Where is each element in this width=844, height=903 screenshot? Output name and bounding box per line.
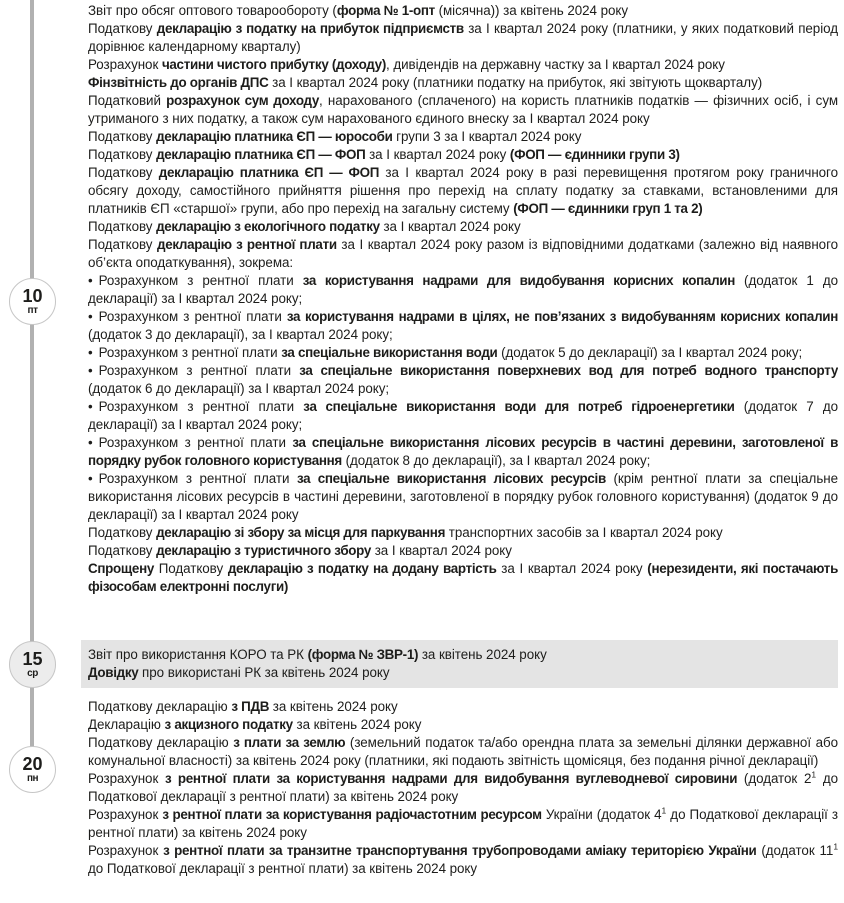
report-item [88,734,838,770]
report-item-text: , нарахованого (сплаченого) на користь платників податків — фізичних осіб, і сум утриманого з них податку, а також сум нарахованого єдиного внеску за І квартал 2024 року [88,93,838,126]
report-item-emphasis: з рентної плати за користування надрами для видобування вуглеводневої сировини [165,771,738,786]
report-item [88,770,838,806]
date-weekday-label: пн [26,773,39,784]
report-item-text: Звіт про використання КОРО та РК [88,647,308,662]
report-item-text: 1 [661,805,667,816]
report-item-text: Розрахунок [88,771,166,786]
report-item [88,56,838,74]
report-item-text: за квітень 2024 року [292,717,422,732]
report-item-emphasis: за спеціальне використання лісових ресурсів в частині деревини, заготовленої в порядку рубок головного користування [88,435,838,468]
report-item-text: (додаток 11 [756,843,834,858]
report-item-emphasis: за користування надрами для видобування корисних копалин [302,273,735,288]
report-item-emphasis: частини чистого прибутку (доходу) [161,57,386,72]
report-item-text: України (додаток 4 [541,807,662,822]
report-item-emphasis: декларацію з екологічного податку [156,219,380,234]
report-item-text: Звіт про обсяг оптового товарообороту ( [88,3,337,18]
report-item-emphasis: з рентної плати за користування радіочастотним ресурсом [162,807,542,822]
report-item [88,398,838,434]
report-item-emphasis: за користування надрами в цілях, не пов’язаних з видобуванням корисних копалин [286,309,838,324]
report-item-text: Податкову декларацію [88,735,234,750]
report-item-text: Розрахунком з рентної плати [98,363,300,378]
report-item-emphasis: Спрощену [88,561,154,576]
report-item [88,698,838,716]
report-item-text: (додаток 3 до декларації), за І квартал 2024 року; [88,327,393,342]
bullet-icon: • [88,471,93,486]
report-item-emphasis: за спеціальне використання поверхневих вод для потреб водного транспорту [299,363,838,378]
report-item-text: (крім рентної плати за спеціальне використання лісових ресурсів в частині деревини, заготовленої в порядку рубок головного користування) (додаток 9 до декларації) за І квартал 2024 року [88,471,838,522]
report-item [88,128,838,146]
report-item-text: Розрахунком з рентної плати [98,435,293,450]
report-item-emphasis: Довідку [88,665,139,680]
deadline-section-20 [88,698,838,878]
report-item-emphasis: декларацію з рентної плати [157,237,337,252]
report-item [88,842,838,878]
report-item-emphasis: декларацію з податку на прибуток підприємств [156,21,464,36]
report-item-text: за квітень 2024 року [269,699,398,714]
report-item [88,74,838,92]
report-item-text: Податкову декларацію [88,699,232,714]
report-item-text: (додаток 7 до декларації) за І квартал 2024 року; [88,399,838,432]
bullet-icon: • [88,309,93,324]
report-item [88,92,838,128]
date-weekday-label: ср [27,668,38,679]
report-item-emphasis: декларацію платника ЄП — ФОП [156,147,366,162]
report-item-emphasis: з рентної плати за транзитне транспортування трубопроводами аміаку територією України [163,843,757,858]
report-item-text: (додаток 1 до декларації) за І квартал 2024 року; [88,273,838,306]
report-item [88,146,838,164]
date-day-label: 10 [22,286,43,306]
report-item-text: Розрахунком з рентної плати [98,345,282,360]
report-item-text: Розрахунок [88,843,164,858]
report-item [88,236,838,272]
report-item [88,542,838,560]
date-circle-10 [9,278,56,325]
report-item [88,434,838,470]
report-item [88,20,838,56]
report-item [88,308,838,344]
report-item-text: за І квартал 2024 року в разі перевищення протягом року граничного обсягу доходу, самостійного прийняття рішення про перехід на сплату податку за ставками, встановленими для платників ЄП «старшої» групи, або про перехід на загальну систему [88,165,838,216]
date-day-label: 20 [22,754,43,774]
report-item-emphasis: (ФОП — єдинники групи 3) [509,147,680,162]
report-item [88,524,838,542]
date-day-label: 15 [22,649,43,669]
report-item-emphasis: декларацію з податку на додану вартість [227,561,497,576]
report-item-text: за І квартал 2024 року разом із відповідними додатками (залежно від наявного об’єкта оподаткування), зокрема: [88,237,838,270]
report-item-emphasis: (форма № ЗВР-1) [307,647,419,662]
report-item-text: групи 3 за І квартал 2024 року [392,129,582,144]
report-item-text: Податкову [154,561,228,576]
report-item-text: до Податкової декларації з рентної плати) за квітень 2024 року [88,807,839,840]
report-item-text: до Податкової декларації з рентної плати) за квітень 2024 року [88,861,478,876]
report-item-text: за І квартал 2024 року (платники, у яких податковий період дорівнює календарному кварталу) [88,21,838,54]
date-circle-20 [9,746,56,793]
report-item-emphasis: (ФОП — єдинники груп 1 та 2) [513,201,703,216]
report-item-emphasis: (нерезиденти, які постачають фізособам електронні послуги) [88,561,838,594]
report-item-text: Податкову [88,129,157,144]
report-item-emphasis: декларацію з туристичного збору [156,543,372,558]
report-item [88,272,838,308]
report-item-text: 1 [811,769,817,780]
bullet-icon: • [88,399,93,414]
bullet-icon: • [88,363,93,378]
report-item-text: Податковий [88,93,167,108]
report-item-text: за І квартал 2024 року [365,147,510,162]
report-item-text: (земельний податок та/або орендна плата за земельні ділянки державної або комунальної власності) за квітень 2024 року (платники, які подають звітність щомісяця, без подання річної декларації) [88,735,839,768]
report-item-text: Податкову [88,237,158,252]
report-item-text: транспортних засобів за І квартал 2024 року [445,525,723,540]
report-item [88,470,838,524]
report-item-text: Розрахунок [88,57,162,72]
report-item [88,2,838,20]
report-item-text: Податкову [88,219,157,234]
deadline-sections [88,0,838,878]
report-item-text: Розрахунок [88,807,163,822]
report-item-text: за І квартал 2024 року [371,543,512,558]
report-item [88,716,838,734]
date-circle-15 [9,641,56,688]
report-item-text: Податкову [88,165,159,180]
report-item-text: Розрахунком з рентної плати [98,273,303,288]
report-item-text: Податкову [88,21,157,36]
report-item-text: (додаток 5 до декларації) за І квартал 2024 року; [497,345,803,360]
bullet-icon: • [88,435,93,450]
report-item-text: (додаток 6 до декларації) за І квартал 2024 року; [88,381,390,396]
report-item-text: , дивідендів на державну частку за І квартал 2024 року [385,57,725,72]
report-item-text: за І квартал 2024 року [379,219,521,234]
date-weekday-label: пт [27,305,38,316]
report-item [88,646,832,664]
report-item-text: Податкову [88,147,157,162]
report-item-emphasis: з плати за землю [233,735,346,750]
report-item [88,362,838,398]
report-item [88,664,832,682]
deadline-section-15 [81,640,838,688]
report-item-emphasis: з акцизного податку [164,717,293,732]
report-item-emphasis: декларацію платника ЄП — юрособи [156,129,393,144]
report-item-emphasis: декларацію зі збору за місця для паркування [156,525,446,540]
report-item [88,164,838,218]
report-item-text: про використані РК за квітень 2024 року [138,665,390,680]
report-item-text: за І квартал 2024 року (платники податку на прибуток, які звітують щокварталу) [268,75,763,90]
report-item-text: Розрахунком з рентної плати [98,471,297,486]
report-item-text: до Податкової декларації з рентної плати) за квітень 2024 року [88,771,838,804]
report-item-text: Розрахунком з рентної плати [98,399,304,414]
bullet-icon: • [88,345,93,360]
report-item-emphasis: декларацію платника ЄП — ФОП [158,165,380,180]
report-item-text: за І квартал 2024 року [496,561,648,576]
report-item-emphasis: Фінзвітність до органів ДПС [88,75,269,90]
report-item-text: Податкову [88,525,157,540]
report-item-text: (додаток 2 [737,771,812,786]
report-item [88,560,838,596]
report-item-emphasis: за спеціальне використання води [281,345,498,360]
report-item-emphasis: з ПДВ [231,699,270,714]
report-item-emphasis: форма № 1-опт [336,3,435,18]
deadline-section-10 [88,0,838,636]
report-item-text: (додаток 8 до декларації), за І квартал 2024 року; [341,453,651,468]
report-item-text: Декларацію [88,717,165,732]
report-item-text: за квітень 2024 року [418,647,547,662]
report-item [88,806,838,842]
report-item-emphasis: розрахунок сум доходу [166,93,320,108]
report-item [88,218,838,236]
report-item-text: (місячна)) за квітень 2024 року [434,3,628,18]
report-item-text: Податкову [88,543,157,558]
report-item-emphasis: за спеціальне використання води для потреб гідроенергетики [303,399,735,414]
report-item-emphasis: за спеціальне використання лісових ресурсів [297,471,606,486]
bullet-icon: • [88,273,93,288]
report-item-text: 1 [833,841,839,852]
report-item [88,344,838,362]
report-item-text: Розрахунком з рентної плати [98,309,287,324]
